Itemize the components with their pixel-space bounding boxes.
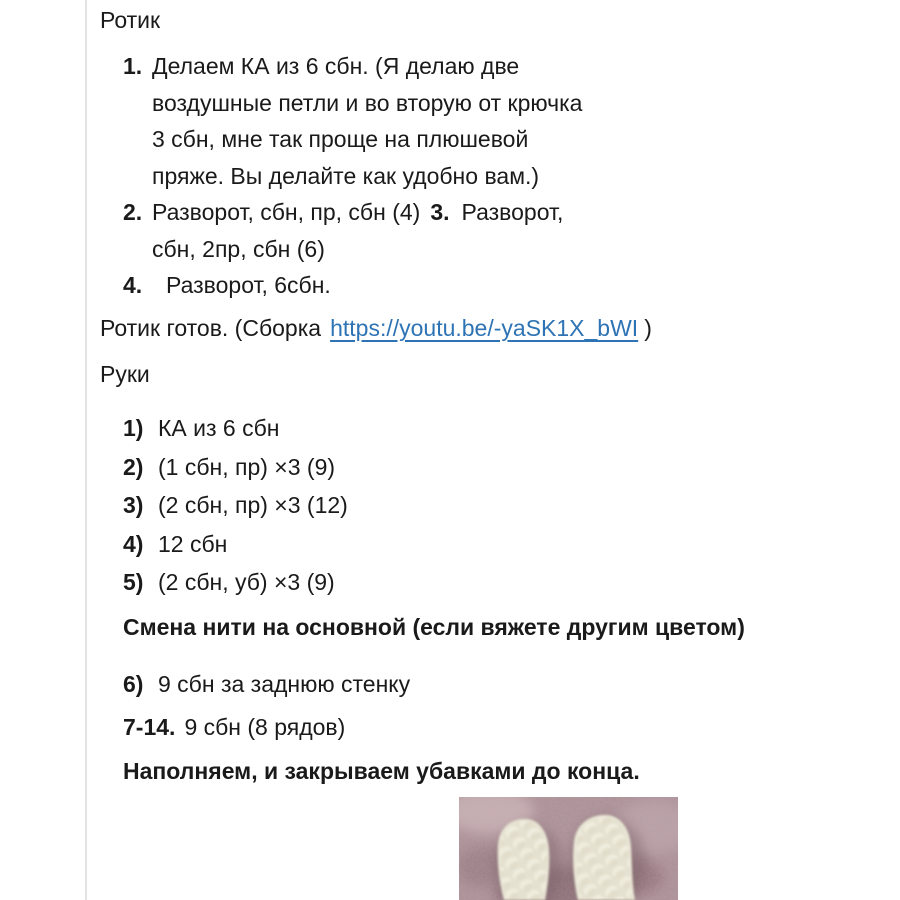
mouth-footer-suffix: ): [644, 315, 652, 341]
stuff-and-close-note: Наполняем, и закрываем убавками до конца.: [123, 758, 640, 784]
mouth-step-1-number: 1.: [123, 53, 143, 79]
hands-step-6-number: 6): [123, 671, 144, 697]
mouth-step-4-text: Разворот, 6сбн.: [166, 272, 331, 298]
hands-steps-list: [123, 409, 348, 602]
hands-step-7-14-text: 9 сбн (8 рядов): [184, 714, 346, 740]
mouth-steps-list: [123, 48, 582, 304]
plush-arms-photo-graphic: [459, 797, 678, 900]
hands-step-5-text: (2 сбн, уб) ×3 (9): [158, 569, 335, 595]
mouth-step-1-line-1: Делаем КА из 6 сбн. (Я делаю две: [152, 53, 520, 79]
hands-step-4-text: 12 сбн: [158, 530, 228, 557]
hands-step-5-number: 5): [123, 569, 144, 595]
hands-step-5: [123, 563, 348, 602]
hands-step-4: [123, 525, 348, 564]
plush-arms-photo: [459, 797, 678, 900]
mouth-step-1-text: [152, 48, 582, 194]
hands-step-2: [123, 448, 348, 487]
hands-step-6-text: 9 сбн за заднюю стенку: [158, 671, 411, 697]
hands-step-2-number: 2): [123, 453, 144, 480]
mouth-step-2-number: 2.: [123, 199, 143, 225]
mouth-step-1: [123, 48, 582, 194]
hands-step-7-14-number: 7-14.: [123, 714, 176, 740]
mouth-step-2-3-line-1: [152, 194, 563, 231]
hands-step-3-number: 3): [123, 492, 144, 518]
hands-section-title: Руки: [100, 361, 150, 387]
mouth-step-3-text-part1: Разворот,: [461, 199, 564, 225]
mouth-step-4: [123, 267, 582, 304]
hands-step-3-text: (2 сбн, пр) ×3 (12): [158, 492, 348, 518]
left-margin-rule: [85, 0, 87, 900]
hands-step-6: [123, 666, 410, 702]
hands-step-2-text: (1 сбн, пр) ×3 (9): [158, 453, 336, 480]
hands-step-3: [123, 486, 348, 525]
hands-step-1-text: КА из 6 сбн: [158, 415, 280, 441]
mouth-step-1-line-3: 3 сбн, мне так проще на плюшевой: [152, 126, 529, 152]
mouth-step-2-3-text: [152, 194, 563, 267]
youtube-assembly-link[interactable]: https://youtu.be/-yaSK1X_bWI: [330, 315, 639, 341]
hands-step-4-number: 4): [123, 530, 144, 557]
mouth-step-4-number: 4.: [123, 272, 143, 298]
mouth-step-3-text-part2: сбн, 2пр, сбн (6): [152, 235, 325, 262]
mouth-step-1-line-4: пряже. Вы делайте как удобно вам.): [152, 162, 540, 189]
mouth-footer-line: [100, 311, 652, 345]
mouth-step-1-line-2: воздушные петли и во вторую от крючка: [152, 89, 583, 116]
mouth-step-2-text: Разворот, сбн, пр, сбн (4): [152, 199, 421, 225]
mouth-step-2-3: [123, 194, 582, 267]
hands-step-1-number: 1): [123, 415, 144, 441]
mouth-section-title: Ротик: [100, 7, 161, 33]
hands-step-1: [123, 409, 348, 448]
yarn-color-change-note: Смена нити на основной (если вяжете другим цветом): [123, 614, 745, 640]
mouth-done-text: Ротик готов. (Сборка: [100, 315, 322, 341]
hands-step-7-14: [123, 709, 345, 745]
mouth-step-3-number: 3.: [430, 199, 450, 225]
